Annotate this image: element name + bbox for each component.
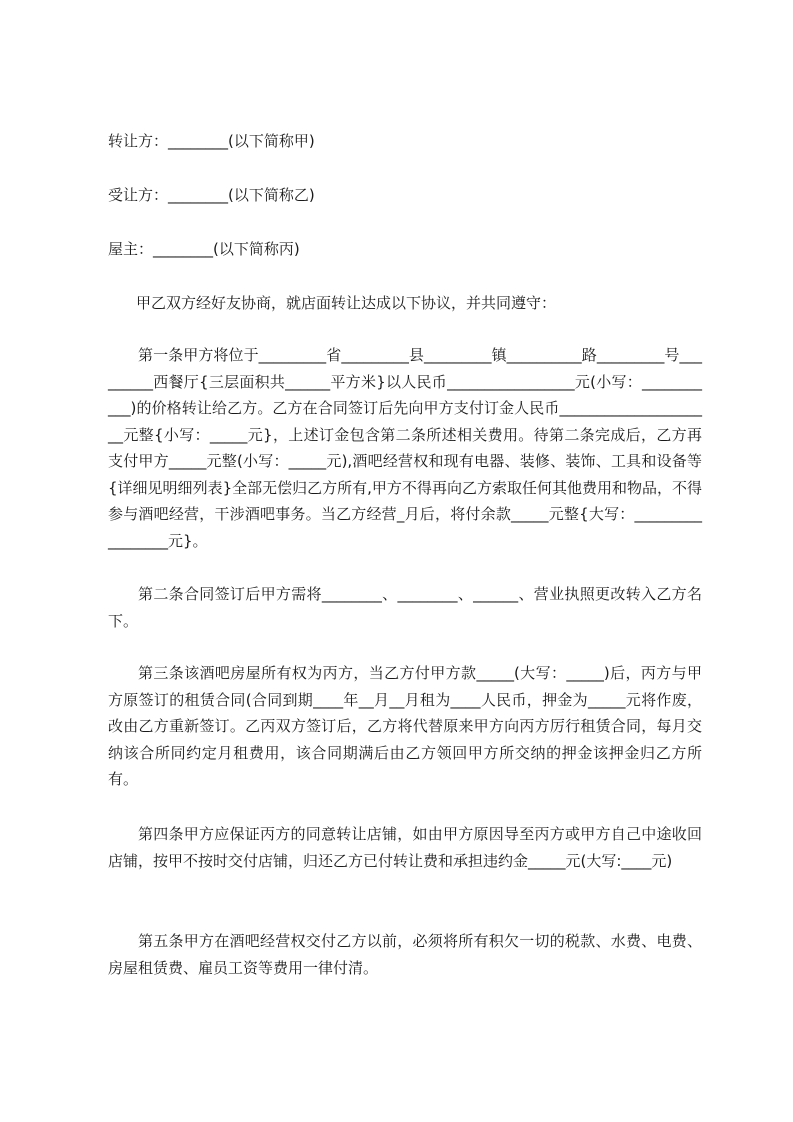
transferor-line: 转让方：________(以下简称甲) bbox=[108, 132, 315, 150]
article-1: 第一条甲方将位于_________省_________县_________镇__________路_________号_________西餐厅{三层面积共______平方米}以人民币_________________元(小写：___________)的价格转让给乙方。乙方在合同签订后先向甲方支付订金人民币_____________________元整{小写：_____元}，上述订金包含第二条所述相关费用。待第二条完成后，乙方再支付甲方_____元整(小写：_____元),酒吧经营权和现有电器、装修、装饰、工具和设备等{详细见明细列表}全部无偿归乙方所有,甲方不得再向乙方索取任何其他费用和物品，不得参与酒吧经营，干涉酒吧事务。当乙方经营_月后，将付余款_____元整{大写：_________________元}。 bbox=[108, 346, 702, 550]
article-2: 第二条合同签订后甲方需将________、________、______、营业执照更改转入乙方名下。 bbox=[108, 585, 702, 630]
intro-line: 甲乙双方经好友协商，就店面转让达成以下协议，并共同遵守： bbox=[136, 294, 557, 312]
transferee-line: 受让方：________(以下简称乙) bbox=[108, 186, 315, 204]
article-5: 第五条甲方在酒吧经营权交付乙方以前，必须将所有积欠一切的税款、水费、电费、房屋租赁费、雇员工资等费用一律付清。 bbox=[108, 932, 702, 977]
article-3: 第三条该酒吧房屋所有权为丙方，当乙方付甲方款_____(大写：_____)后，丙方与甲方原签订的租赁合同(合同到期____年__月__月租为____人民币，押金为_____元将作废，改由乙方重新签订。乙丙双方签订后，乙方将代替原来甲方向丙方厉行租赁合同，每月交纳该合所同约定月租费用，该合同期满后由乙方领回甲方所交纳的押金该押金归乙方所有。 bbox=[108, 664, 702, 788]
article-4: 第四条甲方应保证丙方的同意转让店铺，如由甲方原因导至丙方或甲方自己中途收回店铺，按甲不按时交付店铺，归还乙方已付转让费和承担违约金_____元(大写:____元) bbox=[108, 825, 702, 870]
landlord-line: 屋主：________(以下简称丙) bbox=[108, 240, 300, 258]
